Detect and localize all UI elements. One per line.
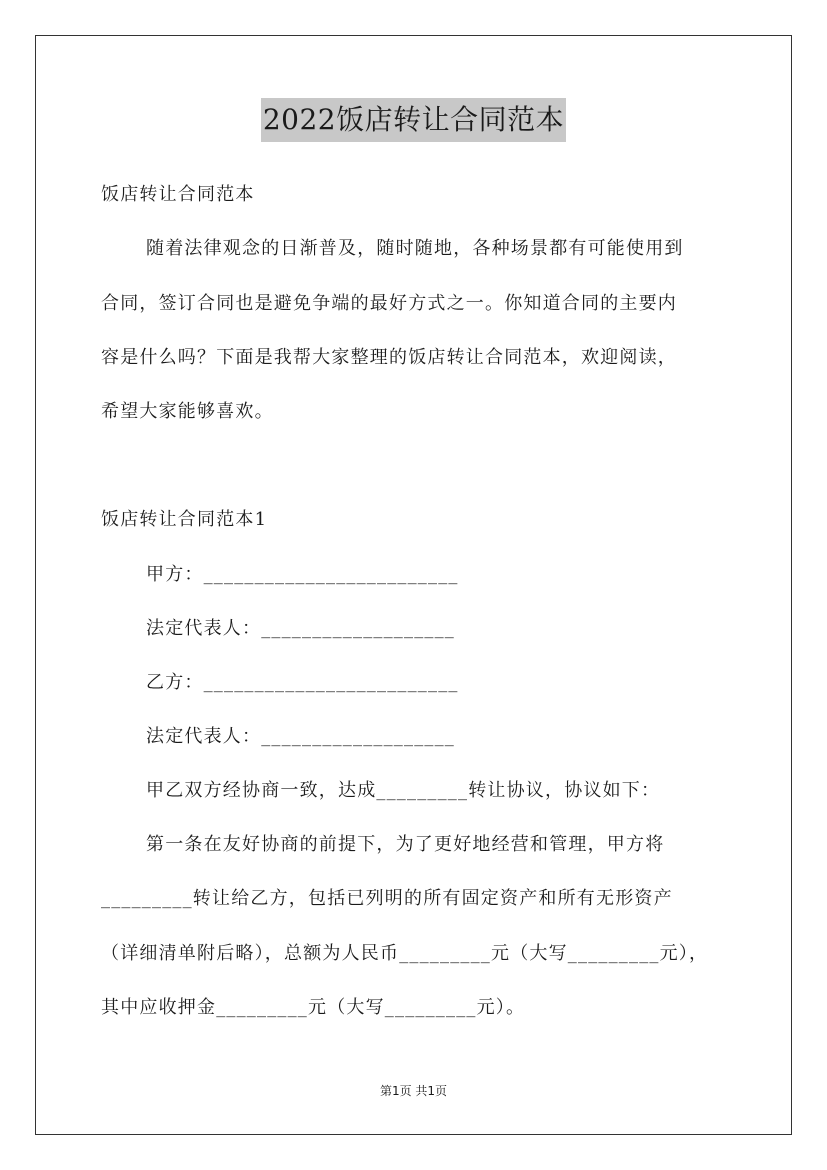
party-a-representative-field: 法定代表人：___________________ xyxy=(146,618,455,639)
article-one-line: _________转让给乙方，包括已列明的所有固定资产和所有无形资产 xyxy=(101,888,673,909)
article-one-line: 第一条在友好协商的前提下，为了更好地经营和管理，甲方将 xyxy=(146,834,665,855)
intro-paragraph-line: 容是什么吗？下面是我帮大家整理的饭店转让合同范本，欢迎阅读， xyxy=(101,347,677,368)
intro-paragraph-line: 合同，签订合同也是避免争端的最好方式之一。你知道合同的主要内 xyxy=(101,293,677,314)
section-heading: 饭店转让合同范本 xyxy=(101,184,255,205)
party-b-field: 乙方：_________________________ xyxy=(146,672,459,693)
party-a-field: 甲方：_________________________ xyxy=(146,564,459,585)
title-container xyxy=(0,98,827,142)
document-title: 2022饭店转让合同范本 xyxy=(261,98,566,142)
page-footer: 第1页 共1页 xyxy=(379,1084,448,1098)
intro-paragraph-line: 随着法律观念的日渐普及，随时随地，各种场景都有可能使用到 xyxy=(146,238,684,259)
contract-heading: 饭店转让合同范本1 xyxy=(101,509,268,530)
agreement-intro: 甲乙双方经协商一致，达成_________转让协议，协议如下： xyxy=(146,780,661,801)
article-one-line: 其中应收押金_________元（大写_________元）。 xyxy=(101,997,526,1018)
party-b-representative-field: 法定代表人：___________________ xyxy=(146,726,455,747)
article-one-line: （详细清单附后略），总额为人民币_________元（大写_________元）， xyxy=(101,943,709,964)
intro-paragraph-line: 希望大家能够喜欢。 xyxy=(101,401,274,422)
